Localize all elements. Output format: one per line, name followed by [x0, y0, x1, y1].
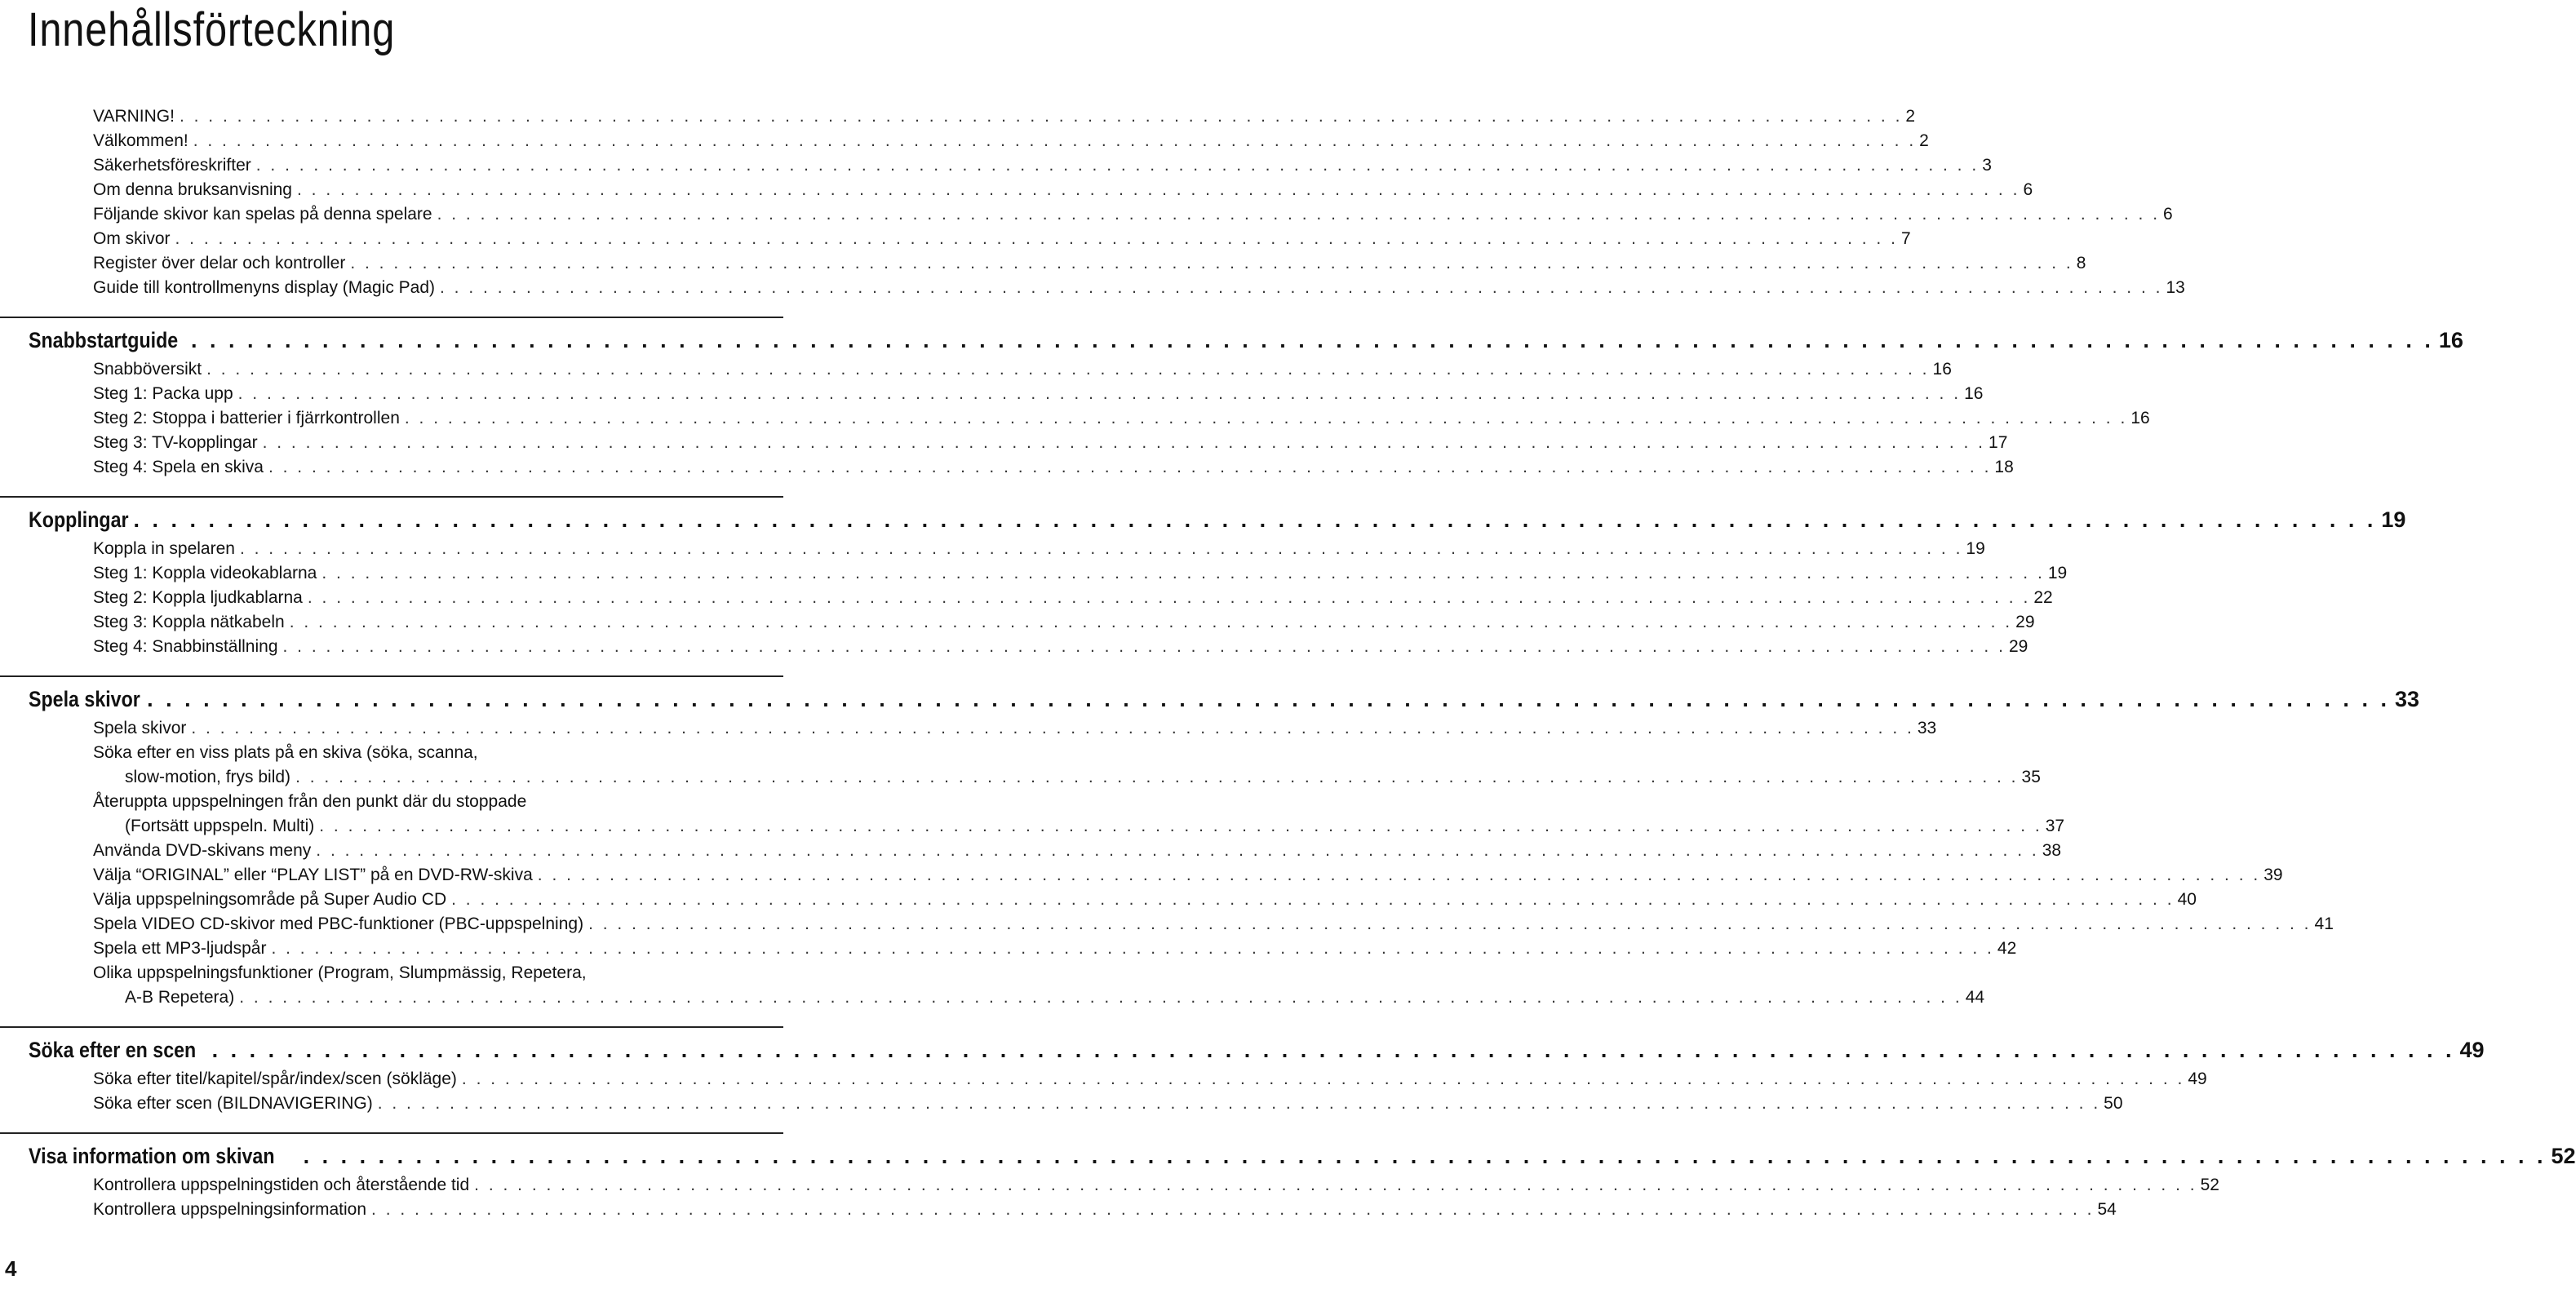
toc-entry-page: 44 [1965, 988, 1985, 1007]
dot-leader: . . . . . . . . . . . . . . . . . . . . . . . . . . . . . . . . . . . . . . . . . . . . . . . . . . . . . . . . . . . . . . . . . . . . . . . . . . . . . . . . . . . . . . . . . . . . . . . . . . . . . . . . . . . . . . . . . . . . . . . . [440, 278, 2163, 297]
dot-leader: . . . . . . . . . . . . . . . . . . . . . . . . . . . . . . . . . . . . . . . . . . . . . . . . . . . . . . . . . . . . . . . . . . . . . . . . . . . . . . . . . . . . . . . . . . . . . . . . . . . . . . . . . . . . . . . . . . . . . . . . [268, 458, 1992, 476]
toc-entry-page: 16 [1964, 384, 1984, 403]
toc-entry-title: Steg 3: Koppla nätkabeln [93, 613, 285, 631]
toc-entry-page: 6 [2023, 180, 2033, 199]
dot-leader: . . . . . . . . . . . . . . . . . . . . . . . . . . . . . . . . . . . . . . . . . . . . . . . . . . . . . . . . . . . . . . . . . . . . . . . . . . . . . . . . . . . . . . . . . . . . . . . . . . . . . . . . . . . . . . . . . . . . . . . . [474, 1176, 2197, 1194]
dot-leader: . . . . . . . . . . . . . . . . . . . . . . . . . . . . . . . . . . . . . . . . . . . . . . . . . . . . . . . . . . . . . . . . . . . . . . . . . . . . . . . . . . . . . . . . . . . . . . . . . . . . . . . . . . . . . . . . . . . . . . . . [319, 817, 2042, 835]
toc-entry-title: Återuppta uppspelningen från den punkt där du stoppade [93, 792, 527, 811]
toc-entry-page: 35 [2021, 768, 2041, 786]
toc-entry[interactable] [93, 129, 1929, 153]
table-of-contents [0, 104, 2576, 1222]
toc-entry-title: Steg 4: Spela en skiva [93, 458, 264, 476]
dot-leader: . . . . . . . . . . . . . . . . . . . . . . . . . . . . . . . . . . . . . . . . . . . . . . . . . . . . . . . . . . . . . . . . . . . . . . . . . . . . . . . . . . . . . . . . . . . . . . . . . . . . . . . . . . . . . . . . . . . . . . . . [255, 156, 1980, 175]
toc-entry-page: 38 [2042, 841, 2062, 860]
toc-entry-page: 42 [1997, 939, 2017, 958]
toc-entry-title: Steg 3: TV-kopplingar [93, 433, 258, 452]
dot-leader: . . . . . . . . . . . . . . . . . . . . . . . . . . . . . . . . . . . . . . . . . . . . . . . . . . . . . . . . . . . . . . . . . . . . . . . . . . . . . . . . . . . . . . . . . . . . . . . . . . . . . . . . . . . . . . . . . . . . . . . . [191, 327, 2434, 352]
toc-entry[interactable] [93, 888, 2197, 912]
dot-leader: . . . . . . . . . . . . . . . . . . . . . . . . . . . . . . . . . . . . . . . . . . . . . . . . . . . . . . . . . . . . . . . . . . . . . . . . . . . . . . . . . . . . . . . . . . . . . . . . . . . . . . . . . . . . . . . . . . . . . . . . [303, 1143, 2547, 1168]
toc-entry[interactable] [93, 741, 769, 765]
toc-entry-page: 19 [1966, 539, 1985, 558]
dot-leader: . . . . . . . . . . . . . . . . . . . . . . . . . . . . . . . . . . . . . . . . . . . . . . . . . . . . . . . . . . . . . . . . . . . . . . . . . . . . . . . . . . . . . . . . . . . . . . . . . . . . . . . . . . . . . . . . . . . . . . . . [350, 254, 2073, 272]
toc-entry-title-continued: slow-motion, frys bild) [125, 768, 291, 786]
section-heading[interactable] [29, 682, 2419, 716]
toc-entry[interactable] [93, 153, 1992, 178]
dot-leader: . . . . . . . . . . . . . . . . . . . . . . . . . . . . . . . . . . . . . . . . . . . . . . . . . . . . . . . . . . . . . . . . . . . . . . . . . . . . . . . . . . . . . . . . . . . . . . . . . . . . . . . . . . . . . . . . . . . . . . . . [461, 1070, 2185, 1088]
toc-entry-title: Om denna bruksanvisning [93, 180, 292, 199]
toc-entry[interactable] [93, 178, 2033, 202]
toc-section [0, 317, 2463, 480]
toc-entry[interactable] [93, 537, 1985, 561]
section-heading-title: Snabbstartguide [29, 327, 179, 352]
section-heading-title: Söka efter en scen [29, 1037, 197, 1062]
toc-entry-page: 18 [1994, 458, 2014, 476]
dot-leader: . . . . . . . . . . . . . . . . . . . . . . . . . . . . . . . . . . . . . . . . . . . . . . . . . . . . . . . . . . . . . . . . . . . . . . . . . . . . . . . . . . . . . . . . . . . . . . . . . . . . . . . . . . . . . . . . . . . . . . . . [271, 939, 1994, 958]
toc-section [0, 1026, 2485, 1116]
dot-leader: . . . . . . . . . . . . . . . . . . . . . . . . . . . . . . . . . . . . . . . . . . . . . . . . . . . . . . . . . . . . . . . . . . . . . . . . . . . . . . . . . . . . . . . . . . . . . . . . . . . . . . . . . . . . . . . . . . . . . . . . [239, 988, 1962, 1007]
toc-entry[interactable] [93, 839, 2062, 863]
toc-entry-page: 54 [2097, 1200, 2117, 1219]
toc-section [0, 496, 2406, 659]
toc-entry[interactable] [93, 863, 2283, 888]
section-heading-page: 33 [2394, 686, 2419, 711]
toc-entry[interactable] [93, 912, 2334, 937]
toc-entry-title: Välja “ORIGINAL” eller “PLAY LIST” på en DVD-RW-skiva [93, 866, 533, 884]
toc-entry-title: Register över delar och kontroller [93, 254, 346, 272]
toc-entry-title: Snabböversikt [93, 360, 202, 379]
toc-entry[interactable] [93, 1067, 2207, 1092]
toc-entry-page: 39 [2263, 866, 2283, 884]
toc-entry[interactable] [93, 104, 1916, 129]
toc-entry-title: Spela skivor [93, 719, 187, 737]
toc-entry-title: Koppla in spelaren [93, 539, 235, 558]
toc-section [0, 675, 2419, 1010]
toc-entry[interactable] [93, 790, 769, 814]
dot-leader: . . . . . . . . . . . . . . . . . . . . . . . . . . . . . . . . . . . . . . . . . . . . . . . . . . . . . . . . . . . . . . . . . . . . . . . . . . . . . . . . . . . . . . . . . . . . . . . . . . . . . . . . . . . . . . . . . . . . . . . . [191, 719, 1914, 737]
toc-entry-title: Steg 1: Packa upp [93, 384, 233, 403]
toc-entry-continuation[interactable] [125, 765, 2041, 790]
toc-entry-title: Steg 2: Stoppa i batterier i fjärrkontrollen [93, 409, 400, 427]
toc-entry-page: 2 [1905, 107, 1916, 126]
toc-entry-page: 16 [1932, 360, 1952, 379]
dot-leader: . . . . . . . . . . . . . . . . . . . . . . . . . . . . . . . . . . . . . . . . . . . . . . . . . . . . . . . . . . . . . . . . . . . . . . . . . . . . . . . . . . . . . . . . . . . . . . . . . . . . . . . . . . . . . . . . . . . . . . . . [316, 841, 2039, 860]
toc-entry-title: Steg 1: Koppla videokablarna [93, 564, 317, 582]
dot-leader: . . . . . . . . . . . . . . . . . . . . . . . . . . . . . . . . . . . . . . . . . . . . . . . . . . . . . . . . . . . . . . . . . . . . . . . . . . . . . . . . . . . . . . . . . . . . . . . . . . . . . . . . . . . . . . . . . . . . . . . . [537, 866, 2261, 884]
toc-entry-page: 41 [2314, 914, 2334, 933]
toc-entry[interactable] [93, 961, 769, 985]
dot-leader: . . . . . . . . . . . . . . . . . . . . . . . . . . . . . . . . . . . . . . . . . . . . . . . . . . . . . . . . . . . . . . . . . . . . . . . . . . . . . . . . . . . . . . . . . . . . . . . . . . . . . . . . . . . . . . . . . . . . . . . . [588, 914, 2312, 933]
section-heading-page: 52 [2551, 1143, 2576, 1168]
toc-entry[interactable] [93, 716, 1937, 741]
toc-entry[interactable] [93, 202, 2173, 227]
dot-leader: . . . . . . . . . . . . . . . . . . . . . . . . . . . . . . . . . . . . . . . . . . . . . . . . . . . . . . . . . . . . . . . . . . . . . . . . . . . . . . . . . . . . . . . . . . . . . . . . . . . . . . . . . . . . . . . . . . . . . . . . [296, 180, 2020, 199]
toc-entry-title: VARNING! [93, 107, 175, 126]
toc-entry-page: 7 [1900, 229, 1911, 248]
section-heading-title: Spela skivor [29, 686, 140, 711]
page-number: 4 [5, 1256, 17, 1281]
toc-entry[interactable] [93, 937, 2017, 961]
dot-leader: . . . . . . . . . . . . . . . . . . . . . . . . . . . . . . . . . . . . . . . . . . . . . . . . . . . . . . . . . . . . . . . . . . . . . . . . . . . . . . . . . . . . . . . . . . . . . . . . . . . . . . . . . . . . . . . . . . . . . . . . [371, 1200, 2095, 1219]
toc-entry-title-continued: (Fortsätt uppspeln. Multi) [125, 817, 315, 835]
section-heading-page: 19 [2381, 507, 2406, 532]
toc-entry[interactable] [93, 382, 1984, 406]
toc-entry-page: 50 [2104, 1094, 2123, 1113]
section-heading-page: 16 [2438, 327, 2463, 352]
dot-leader: . . . . . . . . . . . . . . . . . . . . . . . . . . . . . . . . . . . . . . . . . . . . . . . . . . . . . . . . . . . . . . . . . . . . . . . . . . . . . . . . . . . . . . . . . . . . . . . . . . . . . . . . . . . . . . . . . . . . . . . . [175, 229, 1898, 248]
toc-entry-continuation[interactable] [125, 985, 1985, 1010]
toc-entry[interactable] [93, 455, 2014, 480]
toc-entry-title: Spela VIDEO CD-skivor med PBC-funktioner (PBC-uppspelning) [93, 914, 584, 933]
toc-entry-page: 52 [2200, 1176, 2219, 1194]
dot-leader: . . . . . . . . . . . . . . . . . . . . . . . . . . . . . . . . . . . . . . . . . . . . . . . . . . . . . . . . . . . . . . . . . . . . . . . . . . . . . . . . . . . . . . . . . . . . . . . . . . . . . . . . . . . . . . . . . . . . . . . . [307, 588, 2031, 607]
dot-leader: . . . . . . . . . . . . . . . . . . . . . . . . . . . . . . . . . . . . . . . . . . . . . . . . . . . . . . . . . . . . . . . . . . . . . . . . . . . . . . . . . . . . . . . . . . . . . . . . . . . . . . . . . . . . . . . . . . . . . . . . [239, 539, 1963, 558]
toc-entry-title: Använda DVD-skivans meny [93, 841, 312, 860]
toc-entry-title: Söka efter scen (BILDNAVIGERING) [93, 1094, 373, 1113]
dot-leader: . . . . . . . . . . . . . . . . . . . . . . . . . . . . . . . . . . . . . . . . . . . . . . . . . . . . . . . . . . . . . . . . . . . . . . . . . . . . . . . . . . . . . . . . . . . . . . . . . . . . . . . . . . . . . . . . . . . . . . . . [404, 409, 2128, 427]
dot-leader: . . . . . . . . . . . . . . . . . . . . . . . . . . . . . . . . . . . . . . . . . . . . . . . . . . . . . . . . . . . . . . . . . . . . . . . . . . . . . . . . . . . . . . . . . . . . . . . . . . . . . . . . . . . . . . . . . . . . . . . . [179, 107, 1903, 126]
dot-leader: . . . . . . . . . . . . . . . . . . . . . . . . . . . . . . . . . . . . . . . . . . . . . . . . . . . . . . . . . . . . . . . . . . . . . . . . . . . . . . . . . . . . . . . . . . . . . . . . . . . . . . . . . . . . . . . . . . . . . . . . [147, 686, 2390, 711]
toc-entry-page: 8 [2076, 254, 2086, 272]
toc-entry[interactable] [93, 635, 2028, 659]
toc-entry[interactable] [93, 561, 2068, 586]
toc-entry[interactable] [93, 610, 2035, 635]
toc-entry-title: Följande skivor kan spelas på denna spelare [93, 205, 432, 224]
toc-entry-page: 40 [2177, 890, 2197, 909]
toc-entry-title: Steg 2: Koppla ljudkablarna [93, 588, 303, 607]
toc-entry-page: 37 [2045, 817, 2065, 835]
dot-leader: . . . . . . . . . . . . . . . . . . . . . . . . . . . . . . . . . . . . . . . . . . . . . . . . . . . . . . . . . . . . . . . . . . . . . . . . . . . . . . . . . . . . . . . . . . . . . . . . . . . . . . . . . . . . . . . . . . . . . . . . [282, 637, 2006, 656]
toc-entry-page: 16 [2130, 409, 2150, 427]
section-heading-title: Visa information om skivan [29, 1143, 275, 1168]
toc-entry-title: Kontrollera uppspelningstiden och återstående tid [93, 1176, 470, 1194]
toc-entry[interactable] [93, 276, 2185, 300]
toc-entry[interactable] [93, 1173, 2219, 1198]
toc-entry[interactable] [93, 406, 2150, 431]
dot-leader: . . . . . . . . . . . . . . . . . . . . . . . . . . . . . . . . . . . . . . . . . . . . . . . . . . . . . . . . . . . . . . . . . . . . . . . . . . . . . . . . . . . . . . . . . . . . . . . . . . . . . . . . . . . . . . . . . . . . . . . . [451, 890, 2175, 909]
section-heading[interactable] [29, 503, 2406, 537]
section-heading-title: Kopplingar [29, 507, 129, 532]
toc-section [0, 104, 2185, 300]
toc-entry[interactable] [93, 357, 1952, 382]
section-heading[interactable] [29, 1139, 2576, 1173]
toc-entry-page: 13 [2166, 278, 2185, 297]
dot-leader: . . . . . . . . . . . . . . . . . . . . . . . . . . . . . . . . . . . . . . . . . . . . . . . . . . . . . . . . . . . . . . . . . . . . . . . . . . . . . . . . . . . . . . . . . . . . . . . . . . . . . . . . . . . . . . . . . . . . . . . . [237, 384, 1962, 403]
toc-entry[interactable] [93, 1092, 2123, 1116]
toc-entry-page: 2 [1919, 131, 1929, 150]
toc-entry[interactable] [93, 227, 1911, 251]
toc-entry-page: 22 [2033, 588, 2053, 607]
dot-leader: . . . . . . . . . . . . . . . . . . . . . . . . . . . . . . . . . . . . . . . . . . . . . . . . . . . . . . . . . . . . . . . . . . . . . . . . . . . . . . . . . . . . . . . . . . . . . . . . . . . . . . . . . . . . . . . . . . . . . . . . [262, 433, 1986, 452]
dot-leader: . . . . . . . . . . . . . . . . . . . . . . . . . . . . . . . . . . . . . . . . . . . . . . . . . . . . . . . . . . . . . . . . . . . . . . . . . . . . . . . . . . . . . . . . . . . . . . . . . . . . . . . . . . . . . . . . . . . . . . . . [295, 768, 2019, 786]
toc-entry-page: 29 [2015, 613, 2035, 631]
toc-section [0, 1132, 2576, 1222]
dot-leader: . . . . . . . . . . . . . . . . . . . . . . . . . . . . . . . . . . . . . . . . . . . . . . . . . . . . . . . . . . . . . . . . . . . . . . . . . . . . . . . . . . . . . . . . . . . . . . . . . . . . . . . . . . . . . . . . . . . . . . . . [211, 1037, 2455, 1062]
section-heading-page: 49 [2459, 1037, 2485, 1062]
dot-leader: . . . . . . . . . . . . . . . . . . . . . . . . . . . . . . . . . . . . . . . . . . . . . . . . . . . . . . . . . . . . . . . . . . . . . . . . . . . . . . . . . . . . . . . . . . . . . . . . . . . . . . . . . . . . . . . . . . . . . . . . [133, 507, 2377, 532]
toc-entry-title: Säkerhetsföreskrifter [93, 156, 251, 175]
section-heading[interactable] [29, 1033, 2485, 1067]
toc-entry-continuation[interactable] [125, 814, 2065, 839]
dot-leader: . . . . . . . . . . . . . . . . . . . . . . . . . . . . . . . . . . . . . . . . . . . . . . . . . . . . . . . . . . . . . . . . . . . . . . . . . . . . . . . . . . . . . . . . . . . . . . . . . . . . . . . . . . . . . . . . . . . . . . . . [321, 564, 2045, 582]
toc-entry-page: 19 [2047, 564, 2068, 582]
toc-entry-title: Guide till kontrollmenyns display (Magic Pad) [93, 278, 436, 297]
dot-leader: . . . . . . . . . . . . . . . . . . . . . . . . . . . . . . . . . . . . . . . . . . . . . . . . . . . . . . . . . . . . . . . . . . . . . . . . . . . . . . . . . . . . . . . . . . . . . . . . . . . . . . . . . . . . . . . . . . . . . . . . [289, 613, 2013, 631]
toc-entry-page: 6 [2163, 205, 2173, 224]
toc-entry[interactable] [93, 1198, 2117, 1222]
toc-entry-title: Olika uppspelningsfunktioner (Program, Slumpmässig, Repetera, [93, 963, 587, 982]
page-title: Innehållsförteckning [28, 3, 396, 56]
dot-leader: . . . . . . . . . . . . . . . . . . . . . . . . . . . . . . . . . . . . . . . . . . . . . . . . . . . . . . . . . . . . . . . . . . . . . . . . . . . . . . . . . . . . . . . . . . . . . . . . . . . . . . . . . . . . . . . . . . . . . . . . [206, 360, 1930, 379]
section-heading[interactable] [29, 323, 2463, 357]
toc-entry-title: Välja uppspelningsområde på Super Audio CD [93, 890, 447, 909]
toc-entry-page: 17 [1989, 433, 2008, 452]
toc-entry-title: Välkommen! [93, 131, 188, 150]
toc-entry-page: 3 [1982, 156, 1992, 175]
toc-entry-title: Spela ett MP3-ljudspår [93, 939, 267, 958]
toc-entry[interactable] [93, 251, 2086, 276]
toc-entry-title: Om skivor [93, 229, 171, 248]
toc-entry-title: Steg 4: Snabbinställning [93, 637, 278, 656]
dot-leader: . . . . . . . . . . . . . . . . . . . . . . . . . . . . . . . . . . . . . . . . . . . . . . . . . . . . . . . . . . . . . . . . . . . . . . . . . . . . . . . . . . . . . . . . . . . . . . . . . . . . . . . . . . . . . . . . . . . . . . . . [377, 1094, 2101, 1113]
toc-entry[interactable] [93, 586, 2053, 610]
toc-entry-page: 33 [1917, 719, 1937, 737]
toc-entry-title-continued: A-B Repetera) [125, 988, 235, 1007]
dot-leader: . . . . . . . . . . . . . . . . . . . . . . . . . . . . . . . . . . . . . . . . . . . . . . . . . . . . . . . . . . . . . . . . . . . . . . . . . . . . . . . . . . . . . . . . . . . . . . . . . . . . . . . . . . . . . . . . . . . . . . . . [193, 131, 1917, 150]
toc-entry-page: 29 [2008, 637, 2028, 656]
toc-entry-title: Söka efter en viss plats på en skiva (söka, scanna, [93, 743, 478, 762]
dot-leader: . . . . . . . . . . . . . . . . . . . . . . . . . . . . . . . . . . . . . . . . . . . . . . . . . . . . . . . . . . . . . . . . . . . . . . . . . . . . . . . . . . . . . . . . . . . . . . . . . . . . . . . . . . . . . . . . . . . . . . . . [437, 205, 2161, 224]
toc-entry-title: Söka efter titel/kapitel/spår/index/scen (sökläge) [93, 1070, 457, 1088]
toc-entry[interactable] [93, 431, 2008, 455]
toc-entry-page: 49 [2188, 1070, 2207, 1088]
toc-entry-title: Kontrollera uppspelningsinformation [93, 1200, 367, 1219]
